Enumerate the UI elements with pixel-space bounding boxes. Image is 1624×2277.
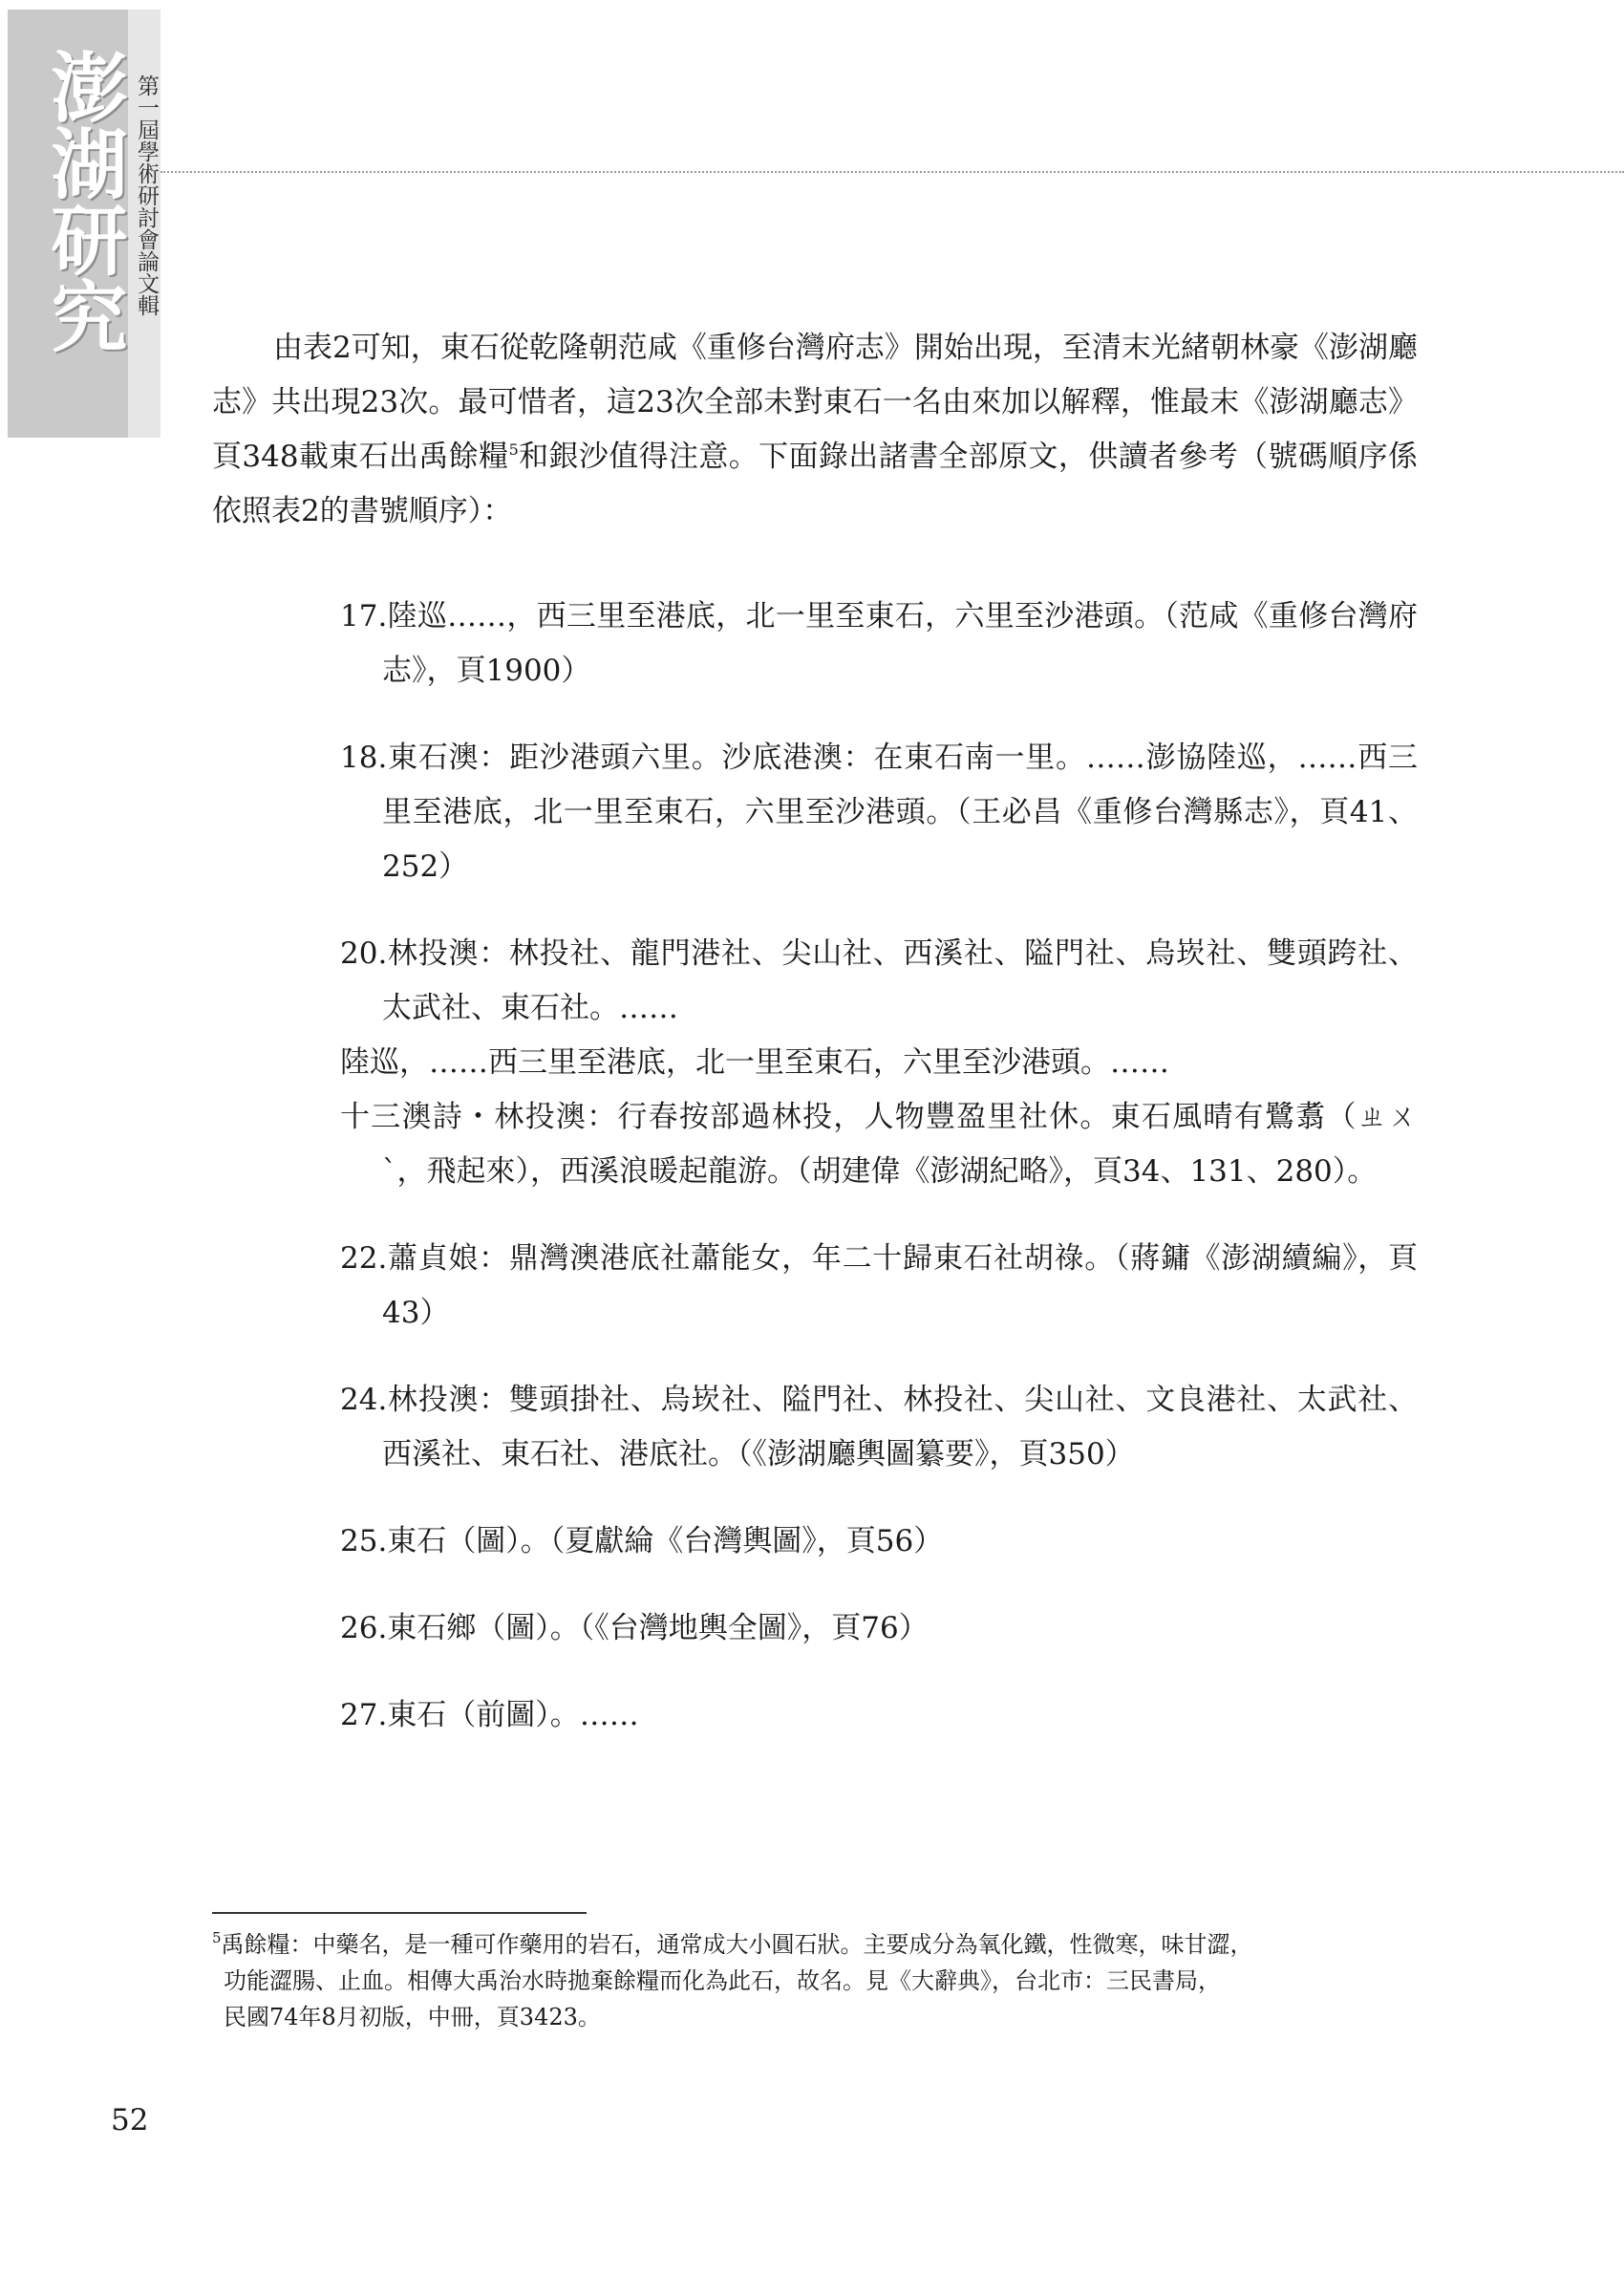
source-entry <box>340 1688 1418 1743</box>
intro-text-after-footnote: 和銀沙值得注意。下面錄出諸書全部原文，供讀者參考（號碼順序係依照表2的書號順序）： <box>212 440 1419 528</box>
source-entry <box>340 1232 1418 1341</box>
source-entry-line: 26.東石鄉（圖）。（《台灣地輿全圖》，頁76） <box>340 1611 929 1645</box>
intro-paragraph-block <box>212 321 1418 539</box>
footnote-reference[interactable]: 5 <box>508 440 519 459</box>
page-number: 52 <box>111 2103 149 2137</box>
intro-text-before-footnote: 由表2可知，東石從乾隆朝范咸《重修台灣府志》開始出現，至清末光緒朝林豪《澎湖廳志》共出現23次。最可惜者，這23次全部未對東石一名由來加以解釋，惟最末《澎湖廳志》頁348載東石出禹餘糧 <box>212 331 1418 474</box>
source-entry <box>340 927 1418 1199</box>
intro-paragraph <box>212 321 1418 539</box>
source-entry-line: 18.東石澳：距沙港頭六里。沙底港澳：在東石南一里。……澎協陸巡，……西三里至港底，北一里至東石，六里至沙港頭。（王必昌《重修台灣縣志》，頁41、252） <box>340 741 1418 884</box>
source-entry-line: 十三澳詩・林投澳：行春按部過林投，人物豐盈里社休。東石風晴有鷺翥（ㄓㄨˋ，飛起來），西溪浪暖起龍游。（胡建偉《澎湖紀略》，頁34、131、280）。 <box>340 1100 1418 1189</box>
journal-subtitle: 第一屆學術研討會論文輯 <box>134 75 159 316</box>
journal-title: 澎湖研究 <box>38 48 128 354</box>
source-entry-line: 22.蕭貞娘：鼎灣澳港底社蕭能女，年二十歸東石社胡祿。（蔣鏞《澎湖續編》，頁43） <box>340 1241 1418 1330</box>
source-entry-line: 25.東石（圖）。（夏獻綸《台灣輿圖》，頁56） <box>340 1524 944 1558</box>
footnote-marker: 5 <box>212 1929 222 1946</box>
footnote-separator <box>212 1912 587 1914</box>
source-entry-line: 17.陸巡……，西三里至港底，北一里至東石，六里至沙港頭。（范咸《重修台灣府志》，頁1900） <box>340 599 1418 688</box>
source-entry-line: 27.東石（前圖）。…… <box>340 1698 639 1732</box>
source-entry <box>340 1373 1418 1482</box>
footnote-line: 功能澀腸、止血。相傳大禹治水時拋棄餘糧而化為此石，故名。見《大辭典》，台北市：三民書局， <box>224 1967 1221 1994</box>
source-entry-line: 24.林投澳：雙頭掛社、烏崁社、隘門社、林投社、尖山社、文良港社、太武社、西溪社、東石社、港底社。（《澎湖廳輿圖纂要》，頁350） <box>340 1383 1418 1471</box>
source-entry <box>340 1601 1418 1656</box>
source-entry <box>340 1514 1418 1569</box>
source-entry-list <box>340 590 1418 1775</box>
source-entry-line: 20.林投澳：林投社、龍門港社、尖山社、西溪社、隘門社、烏崁社、雙頭跨社、太武社、東石社。…… <box>340 936 1418 1025</box>
source-entry <box>340 590 1418 698</box>
header-dotted-rule <box>160 171 1624 173</box>
source-entry-line: 陸巡，……西三里至港底，北一里至東石，六里至沙港頭。…… <box>340 1045 1169 1080</box>
footnote-line <box>212 1926 1418 1963</box>
source-entry <box>340 731 1418 894</box>
footnote-line: 民國74年8月初版，中冊，頁3423。 <box>224 2004 601 2030</box>
footnote <box>212 1926 1418 2035</box>
footnote-text-line-1: 禹餘糧：中藥名，是一種可作藥用的岩石，通常成大小圓石狀。主要成分為氧化鐵，性微寒，味甘澀， <box>221 1931 1253 1958</box>
